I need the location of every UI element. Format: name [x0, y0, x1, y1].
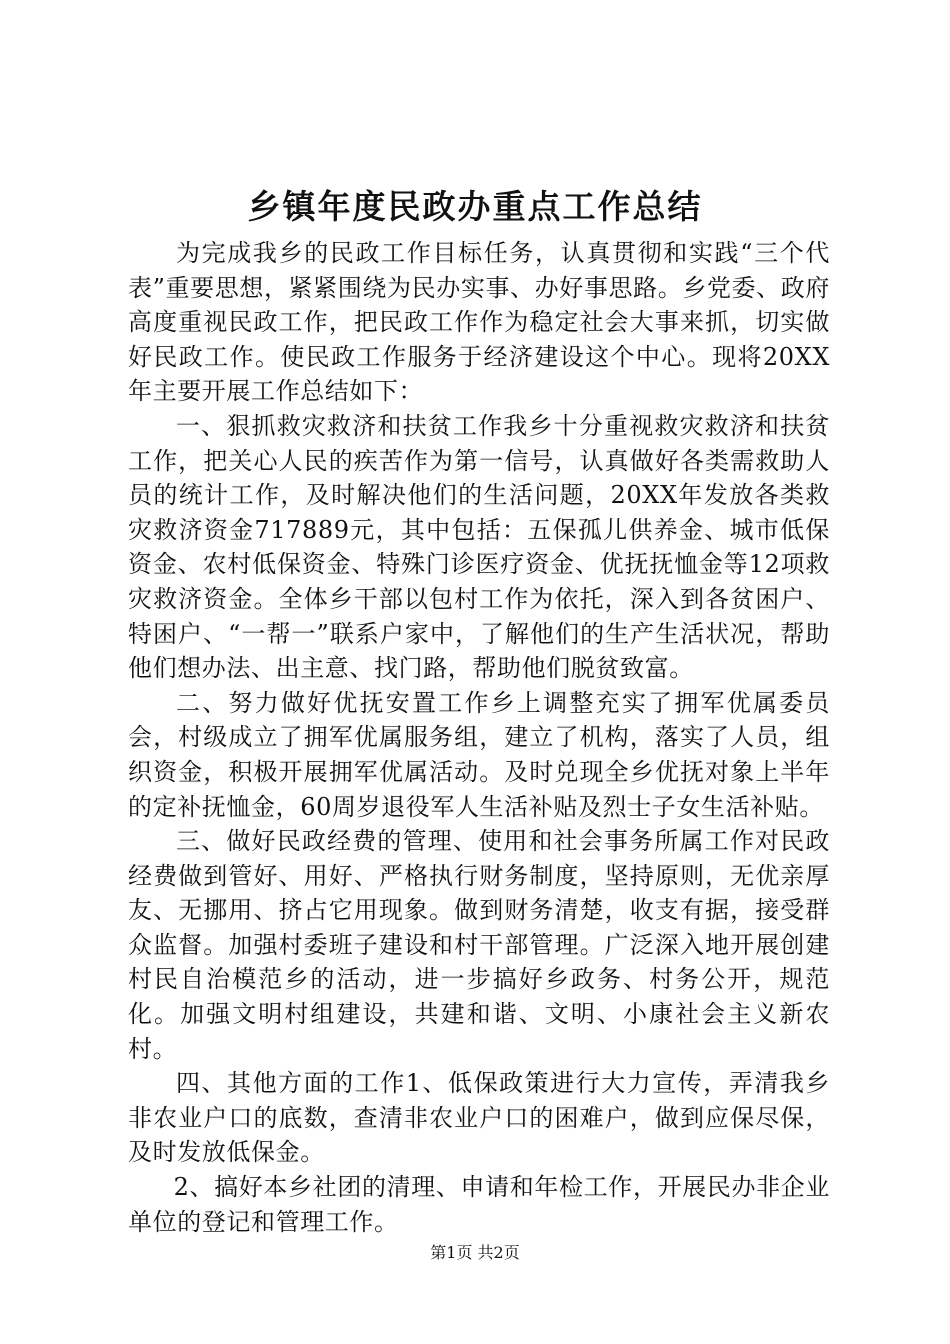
- section-2-paragraph: 二、努力做好优抚安置工作乡上调整充实了拥军优属委员会，村级成立了拥军优属服务组，建立了机构，落实了人员，组织资金，积极开展拥军优属活动。及时兑现全乡优抚对象上半年的定补抚恤金，60周岁退役军人生活补贴及烈士子女生活补贴。: [128, 688, 830, 821]
- section-1-paragraph: 一、狠抓救灾救济和扶贫工作我乡十分重视救灾救济和扶贫工作，把关心人民的疾苦作为第一信号，认真做好各类需救助人员的统计工作，及时解决他们的生活问题，20XX年发放各类救灾救济资金717889元，其中包括：五保孤儿供养金、城市低保资金、农村低保资金、特殊门诊医疗资金、优抚抚恤金等12项救灾救济资金。全体乡干部以包村工作为依托，深入到各贫困户、特困户、“一帮一”联系户家中，了解他们的生产生活状况，帮助他们想办法、出主意、找门路，帮助他们脱贫致富。: [128, 411, 830, 683]
- section-3-paragraph: 三、做好民政经费的管理、使用和社会事务所属工作对民政经费做到管好、用好、严格执行财务制度，坚持原则，无优亲厚友、无挪用、挤占它用现象。做到财务清楚，收支有据，接受群众监督。加强村委班子建设和村干部管理。广泛深入地开展创建村民自治模范乡的活动，进一步搞好乡政务、村务公开，规范化。加强文明村组建设，共建和谐、文明、小康社会主义新农村。: [128, 827, 830, 1063]
- intro-paragraph: 为完成我乡的民政工作目标任务，认真贯彻和实践“三个代表”重要思想，紧紧围绕为民办实事、办好事思路。乡党委、政府高度重视民政工作，把民政工作作为稳定社会大事来抓，切实做好民政工作。使民政工作服务于经济建设这个中心。现将20XX年主要开展工作总结如下：: [128, 239, 830, 406]
- section-4-item-2-paragraph: 2、搞好本乡社团的清理、申请和年检工作，开展民办非企业单位的登记和管理工作。: [128, 1173, 830, 1236]
- document-body: [128, 236, 830, 1239]
- document-title: 乡镇年度民政办重点工作总结: [247, 187, 703, 226]
- section-4-paragraph: 四、其他方面的工作1、低保政策进行大力宣传，弄清我乡非农业户口的底数，查清非农业户口的困难户，做到应保尽保，及时发放低保金。: [128, 1069, 830, 1167]
- page-number-footer: 第1页 共2页: [430, 1243, 520, 1262]
